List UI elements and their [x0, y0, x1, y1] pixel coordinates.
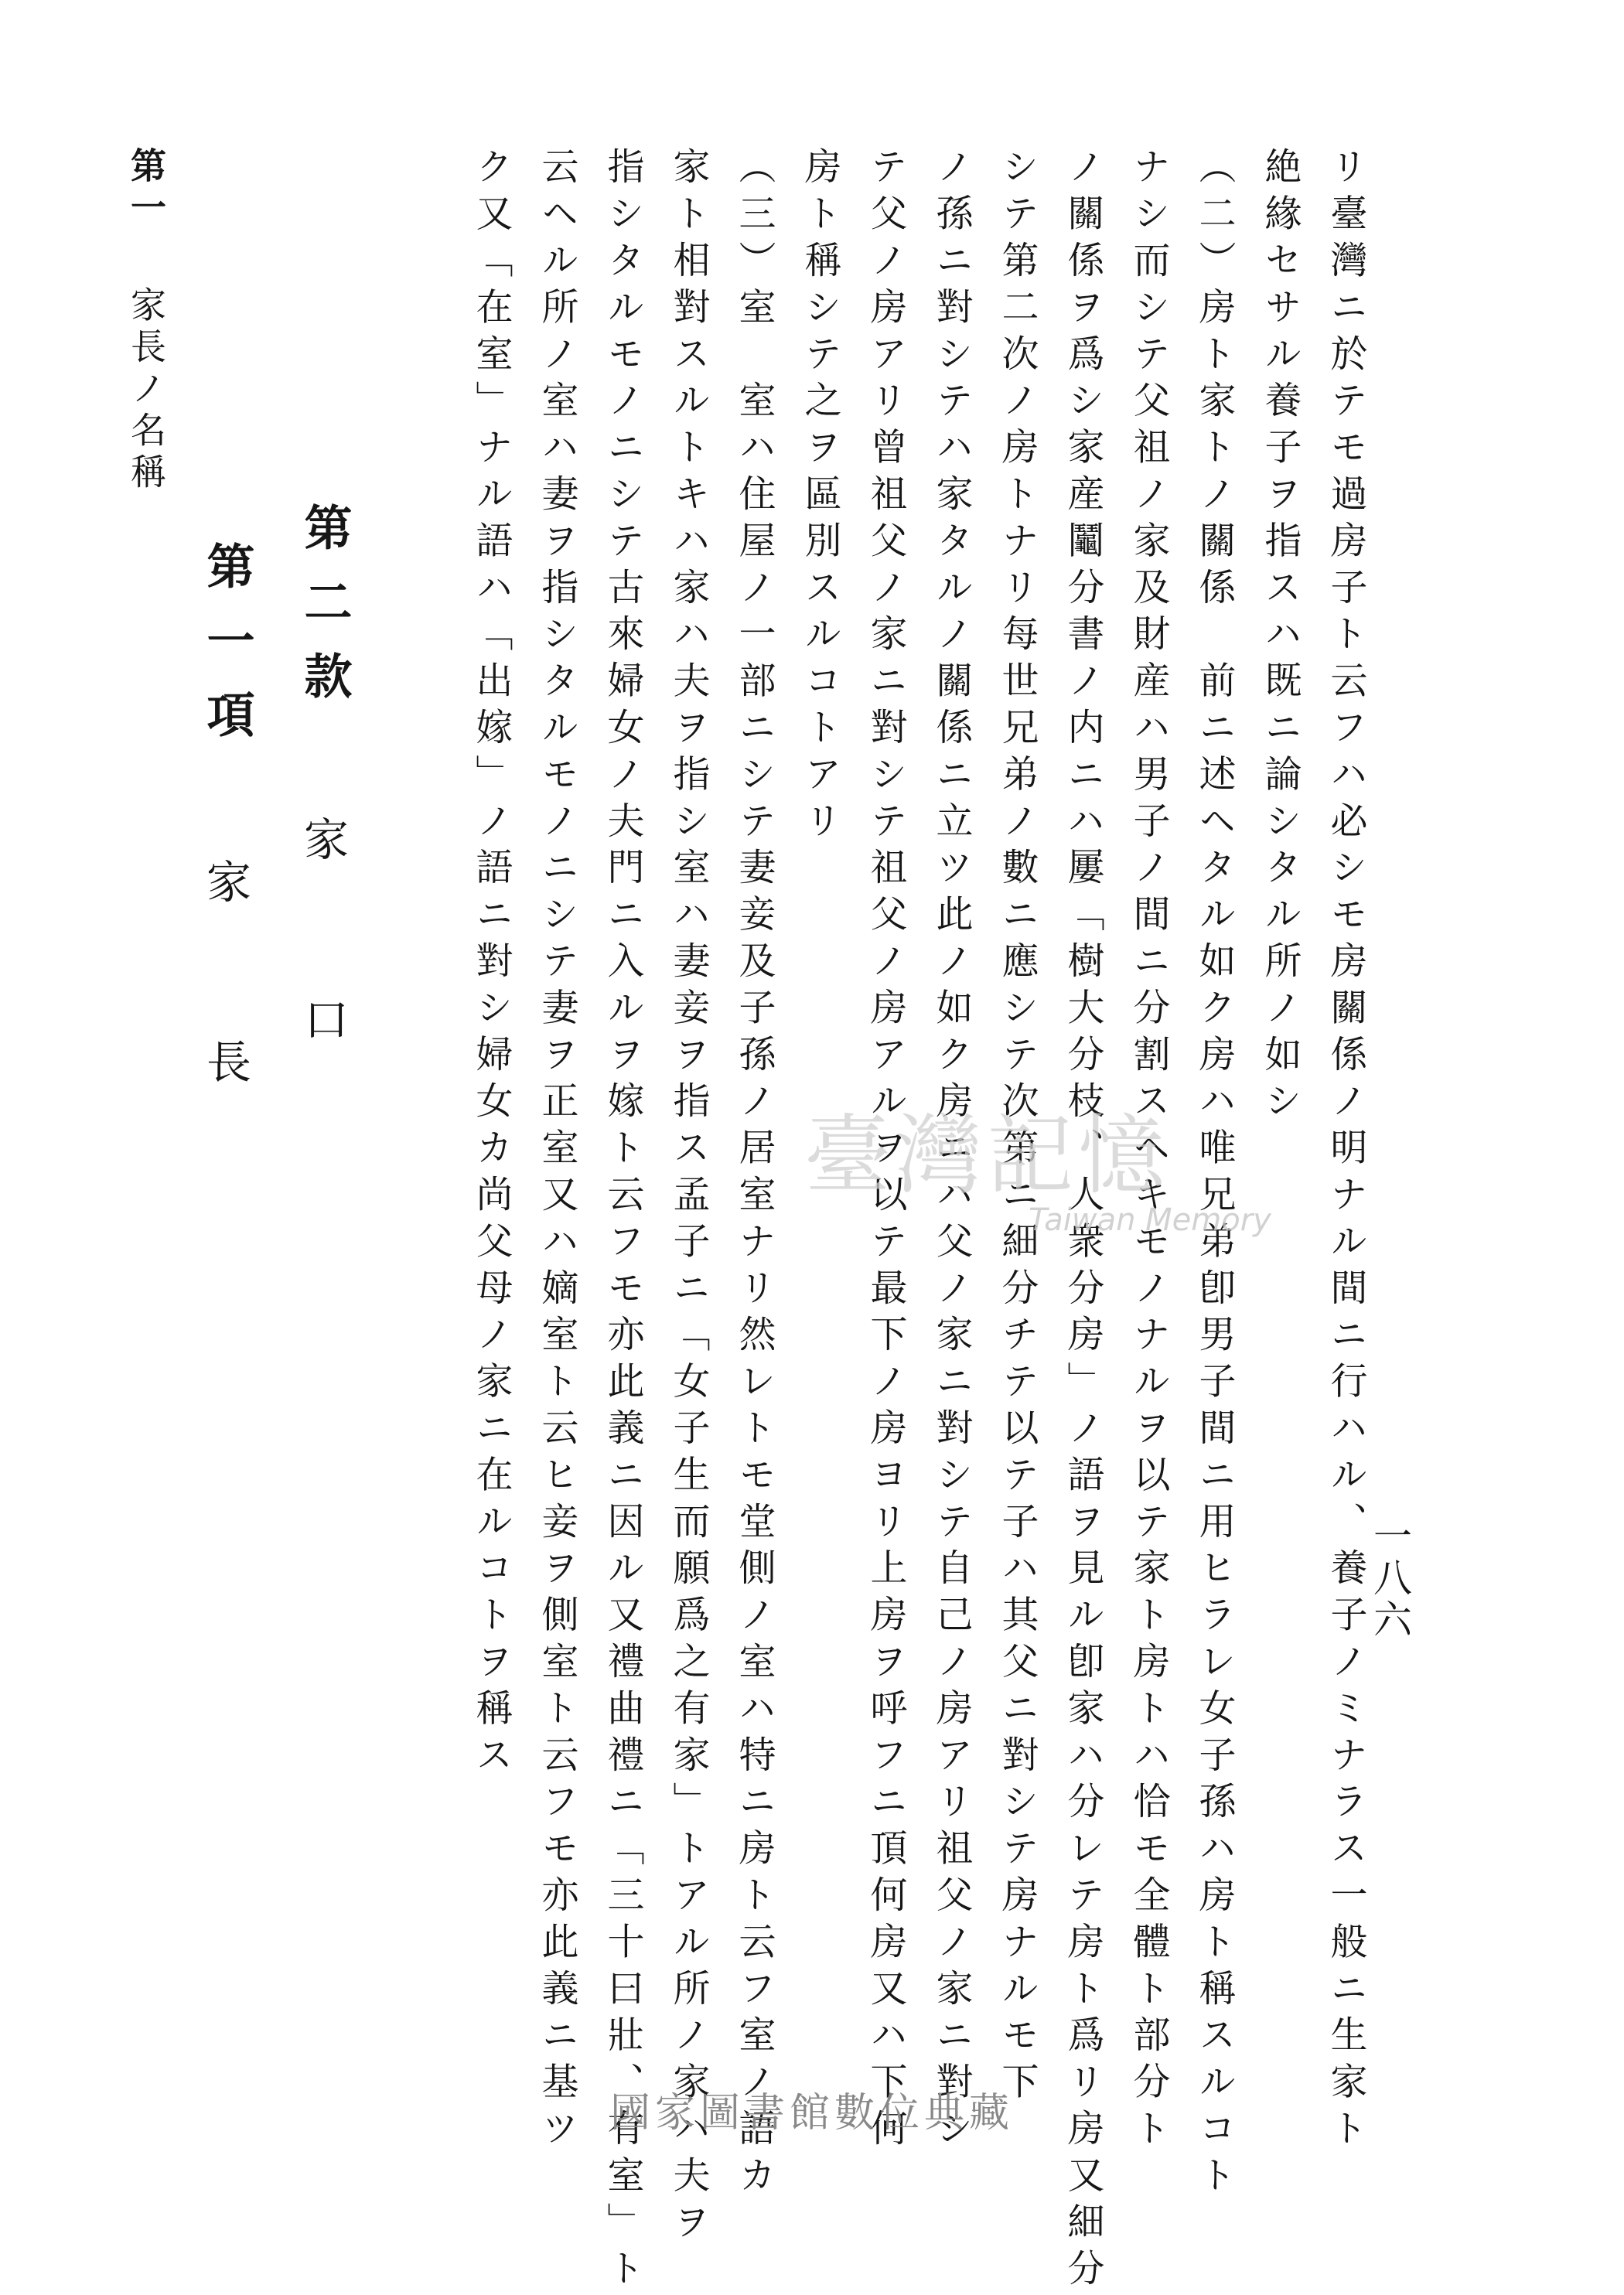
body-line-9: 房ト稱シテ之ヲ區別スルコトアリ [798, 147, 841, 847]
body-line-3: （二）房ト家トノ關係 前ニ述ヘタル如ク房ハ唯兄弟卽男子間ニ用ヒラレ女子孫ハ房ト稱スルコト [1192, 147, 1236, 2202]
body-line-4: ナシ而シテ父祖ノ家及財産ハ男子ノ間ニ分割スヘキモノナルヲ以テ家ト房トハ恰モ全體ト部分ト [1127, 147, 1170, 2156]
section-kuan-number: 第二款 [296, 503, 353, 725]
section-kou-number: 第一項 [199, 541, 255, 764]
watermark-english: Taiwan Memory [1029, 1202, 1271, 1238]
body-line-14: ク又「在室」ナル語ハ「出嫁」ノ語ニ對シ婦女カ尚父母ノ家ニ在ルコトヲ稱ス [469, 147, 513, 1782]
body-line-13: 云ヘル所ノ室ハ妻ヲ指シタルモノニシテ妻ヲ正室又ハ嫡室ト云ヒ妾ヲ側室ト云フモ亦此義ニ基ツ [535, 147, 578, 2156]
body-line-5: ノ關係ヲ爲シ家産鬮分書ノ内ニハ屢「樹大分枝、人衆分房」ノ語ヲ見ル卽家ハ分レテ房ト爲リ房又細分 [1061, 147, 1104, 2295]
section-kou-name: 家長 [199, 858, 251, 1219]
body-line-2: 絶緣セサル養子ヲ指スハ既ニ論シタル所ノ如シ [1258, 147, 1302, 1128]
body-line-8: テ父ノ房アリ曾祖父ノ家ニ對シテ祖父ノ房アルヲ以テ最下ノ房ヨリ上房ヲ呼フニ頂何房又ハ下何 [864, 147, 907, 2156]
body-line-12: 指シタルモノニシテ古來婦女ノ夫門ニ入ルヲ嫁ト云フモ亦此義ニ因ル又禮曲禮ニ「三十曰壯、有室」ト [601, 147, 644, 2295]
page-number: 一八六 [1367, 1516, 1412, 1641]
watermark-logo: 臺灣記憶 [804, 1106, 1169, 1206]
body-line-1: リ臺灣ニ於テモ過房子ト云フハ必シモ房關係ノ明ナル間ニ行ハル、養子ノミナラス一般ニ生家ト [1324, 147, 1367, 2156]
library-credit: 國家圖書館數位典藏 [609, 2090, 1014, 2136]
body-line-7: ノ孫ニ對シテハ家タルノ關係ニ立ツ此ノ如ク房ニハ父ノ家ニ對シテ自己ノ房アリ祖父ノ家ニ對シ [930, 147, 973, 2156]
body-line-10: （三）室 室ハ住屋ノ一部ニシテ妻妾及子孫ノ居室ナリ然レトモ堂側ノ室ハ特ニ房ト云フ室ノ語カ [732, 147, 776, 2202]
body-line-6: シテ第二次ノ房トナリ每世兄弟ノ數ニ應シテ次第ニ細分チテ以テ子ハ其父ニ對シテ房ナルモ下 [995, 147, 1039, 2109]
running-footer-title: 家長ノ名稱 [125, 286, 167, 495]
running-footer-chapter: 第一 [125, 147, 167, 230]
section-kuan-name: 家口 [296, 816, 349, 1176]
body-line-11: 家ト相對スルトキハ家ハ夫ヲ指シ室ハ妻妾ヲ指ス孟子ニ「女子生而願爲之有家」トアル所ノ家ハ夫ヲ [667, 147, 710, 2249]
